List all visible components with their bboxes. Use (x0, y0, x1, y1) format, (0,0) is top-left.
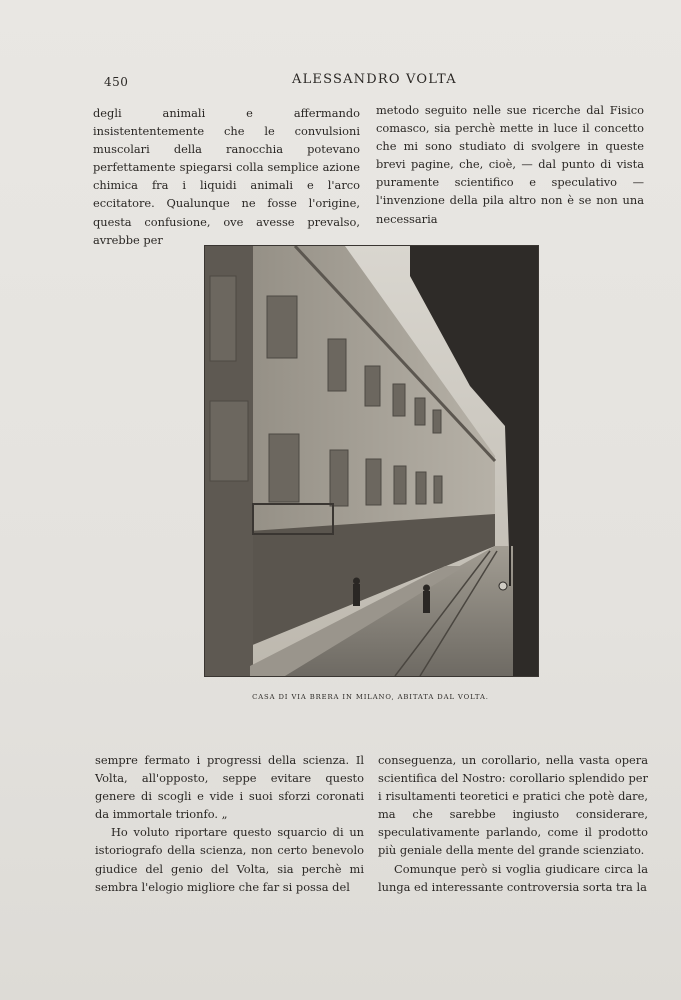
text-column-right-bottom (378, 751, 648, 896)
paragraph: Comunque però si voglia giudicare circa la lunga ed interessante controversia sorta tra la (378, 861, 648, 894)
text-column-left-bottom (95, 751, 364, 896)
figure-caption: CASA DI VIA BRERA IN MILANO, ABITATA DAL VOLTA. (252, 693, 489, 701)
street-photograph (204, 245, 539, 677)
page-number: 450 (104, 75, 129, 89)
paragraph: conseguenza, un corollario, nella vasta opera scientifica del Nostro: corollario splendido per i risultamenti teoretici e pratici che potè dare, ma che sarebbe ingiusto considerare, speculativamente parlando, come il prodotto più geniale della mente del grande scienziato. (378, 753, 648, 858)
paragraph: Ho voluto riportare questo squarcio di un istoriografo della scienza, non certo benevolo giudice del genio del Volta, sia perchè mi sembra l'elogio migliore che far si possa del (95, 825, 364, 894)
paragraph: sempre fermato i progressi della scienza. Il Volta, all'opposto, seppe evitare questo genere di scogli e vide i suoi sforzi coronati da immortale trionfo. „ (95, 753, 364, 822)
paragraph: metodo seguito nelle sue ricerche dal Fisico comasco, sia perchè mette in luce il concetto che mi sono studiato di svolgere in queste brevi pagine, che, cioè, — dal punto di vista puramente scientifico e speculativo — l'invenzione della pila altro non è se non una necessaria (376, 103, 644, 226)
text-column-left-top (93, 104, 360, 249)
running-title: ALESSANDRO VOLTA (292, 72, 457, 87)
paragraph: degli animali e affermando insistententemente che le convulsioni muscolari della ranocchia potevano perfettamente spiegarsi colla semplice azione chimica fra i liquidi animali e l'arco eccitatore. Qualunque ne fosse l'origine, questa confusione, ove avesse prevalso, avrebbe per (93, 106, 360, 247)
text-column-right-top (376, 101, 644, 228)
